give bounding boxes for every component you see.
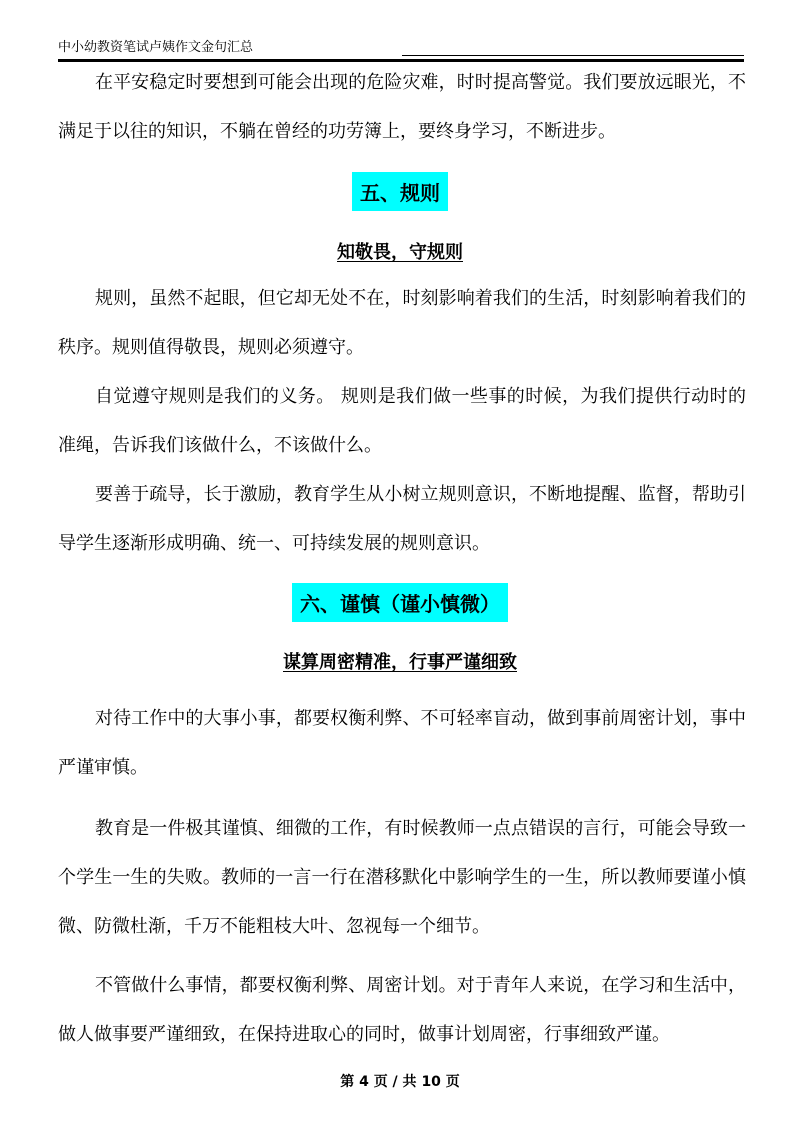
section-5-subtitle: 知敬畏，守规则 <box>337 242 463 263</box>
section-6-subtitle: 谋算周密精准，行事严谨细致 <box>283 652 517 673</box>
section-6-paragraph-3: 不管做什么事情，都要权衡利弊、周密计划。对于青年人来说，在学习和生活中，做人做事要严谨细致，在保持进取心的同时，做事计划周密，行事细致严谨。 <box>58 975 746 1045</box>
section-5-paragraph-1: 规则，虽然不起眼，但它却无处不在，时刻影响着我们的生活，时刻影响着我们的秩序。规则值得敬畏，规则必须遵守。 <box>58 288 746 358</box>
intro-paragraph: 在平安稳定时要想到可能会出现的危险灾难，时时提高警觉。我们要放远眼光，不满足于以往的知识，不躺在曾经的功劳簿上，要终身学习，不断进步。 <box>58 72 746 142</box>
footer-total-pages: 10 <box>421 1074 441 1090</box>
section-6-title <box>0 583 800 622</box>
section-6-title-text: 六、谨慎（谨小慎微） <box>292 583 508 622</box>
footer-mid: 页 / 共 <box>373 1074 417 1090</box>
section-6-paragraph-2: 教育是一件极其谨慎、细微的工作，有时候教师一点点错误的言行，可能会导致一个学生一生的失败。教师的一言一行在潜移默化中影响学生的一生，所以教师要谨小慎微、防微杜渐，千万不能粗枝大叶、忽视每一个细节。 <box>58 818 746 937</box>
section-5-paragraph-3: 要善于疏导，长于激励，教育学生从小树立规则意识，不断地提醒、监督，帮助引导学生逐渐形成明确、统一、可持续发展的规则意识。 <box>58 484 746 554</box>
footer-page-number: 4 <box>359 1074 369 1090</box>
footer-prefix: 第 <box>340 1074 355 1090</box>
section-6-paragraph-1: 对待工作中的大事小事，都要权衡利弊、不可轻率盲动，做到事前周密计划，事中严谨审慎。 <box>58 708 746 778</box>
document-header: 中小幼教资笔试卢姨作文金句汇总 <box>58 40 254 55</box>
page-footer <box>0 1071 800 1091</box>
footer-suffix: 页 <box>445 1074 460 1090</box>
header-rule-thin <box>402 55 744 56</box>
section-5-paragraph-2: 自觉遵守规则是我们的义务。 规则是我们做一些事的时候，为我们提供行动时的准绳，告诉我们该做什么，不该做什么。 <box>58 386 746 456</box>
section-5-title-text: 五、规则 <box>352 172 448 211</box>
section-5-title <box>0 172 800 211</box>
